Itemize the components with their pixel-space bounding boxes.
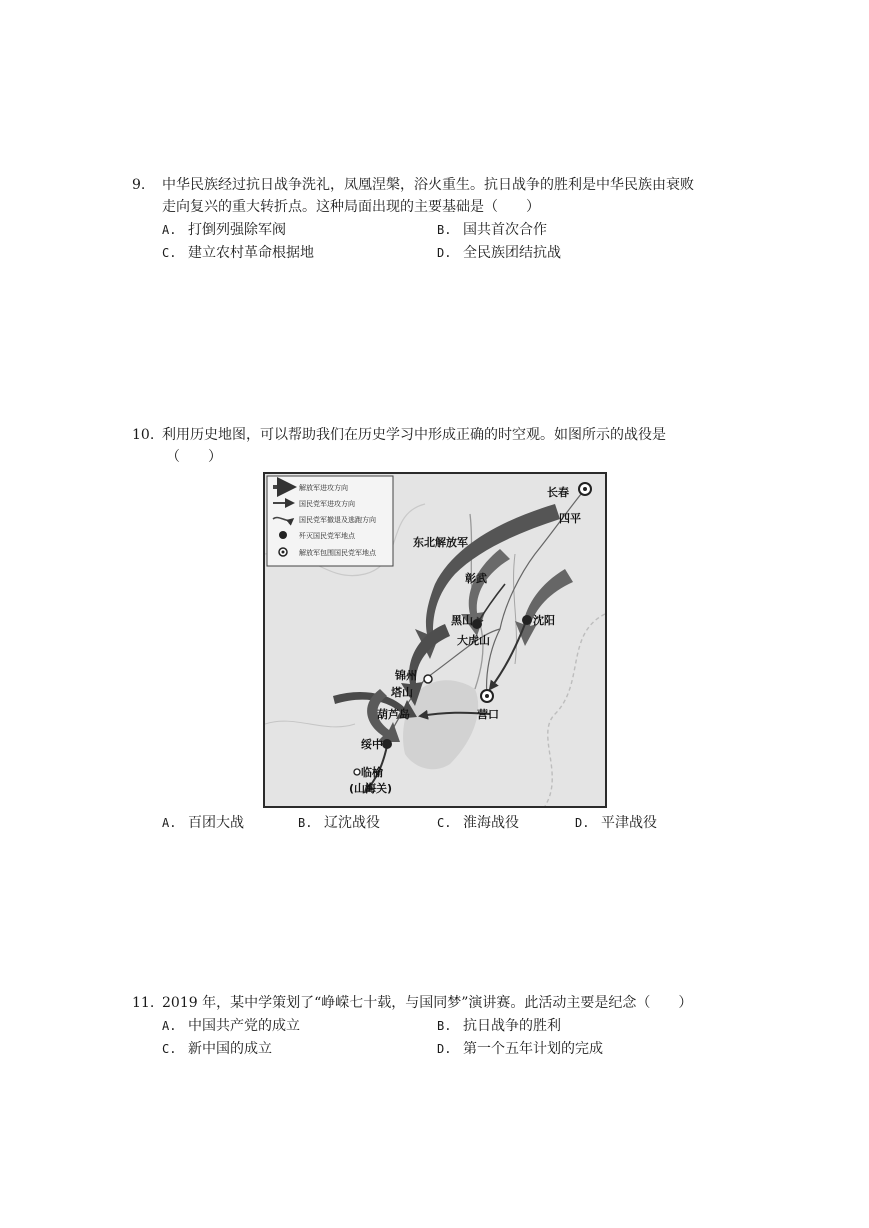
option-d[interactable] [575, 813, 657, 833]
legend-item: 歼灭国民党军地点 [299, 532, 355, 540]
city-marker-linyu [354, 769, 360, 775]
option-text: 平津战役 [601, 815, 657, 831]
map-label-siping: 四平 [559, 512, 581, 525]
map-label-dahushan: 大虎山 [457, 634, 490, 647]
option-letter: C. [437, 816, 452, 830]
question-number: 9. [132, 177, 146, 193]
option-letter: C. [162, 246, 177, 260]
city-marker-heishan [472, 619, 482, 629]
option-text: 新中国的成立 [188, 1041, 272, 1057]
option-letter: A. [162, 223, 177, 237]
option-c[interactable] [437, 813, 519, 833]
city-marker-suizhong [382, 739, 392, 749]
legend-item: 解放军进攻方向 [299, 484, 348, 492]
city-marker-jinzhou [424, 675, 432, 683]
question-stem-line: 中华民族经过抗日战争洗礼，凤凰涅槃，浴火重生。抗日战争的胜利是中华民族由衰败 [162, 177, 694, 193]
map-legend [267, 476, 393, 566]
option-b[interactable] [437, 1016, 561, 1036]
question-stem-line: （ ） [166, 449, 222, 465]
option-letter: B. [437, 223, 452, 237]
option-text: 中国共产党的成立 [188, 1018, 300, 1034]
option-a[interactable] [162, 1016, 300, 1036]
legend-item: 国民党军撤退及逃跑方向 [299, 516, 376, 524]
map-label-linyu: 临榆 [361, 766, 383, 779]
option-letter: D. [437, 1042, 452, 1056]
option-text: 第一个五年计划的完成 [463, 1041, 603, 1057]
option-a[interactable] [162, 220, 286, 240]
map-label-tashan: 塔山 [391, 686, 413, 699]
map-label-changchun: 长春 [547, 486, 569, 499]
map-label-suizhong: 绥中 [361, 738, 383, 751]
map-label-zhangwu: 彰武 [465, 572, 487, 585]
option-text: 百团大战 [188, 815, 244, 831]
option-text: 国共首次合作 [463, 222, 547, 238]
option-letter: A. [162, 816, 177, 830]
option-text: 建立农村革命根据地 [188, 245, 314, 261]
option-text: 抗日战争的胜利 [463, 1018, 561, 1034]
question-stem-line: 利用历史地图，可以帮助我们在历史学习中形成正确的时空观。如图所示的战役是 [162, 427, 666, 443]
city-marker-yingkou [481, 690, 493, 702]
map-label-army: 东北解放军 [413, 536, 468, 549]
option-text: 辽沈战役 [324, 815, 380, 831]
map-label-jinzhou: 锦州 [395, 669, 417, 682]
option-a[interactable] [162, 813, 244, 833]
legend-symbol [279, 531, 287, 539]
option-d[interactable] [437, 243, 561, 263]
option-b[interactable] [298, 813, 380, 833]
option-text: 全民族团结抗战 [463, 245, 561, 261]
option-letter: A. [162, 1019, 177, 1033]
legend-item: 解放军包围国民党军地点 [299, 549, 376, 557]
legend-item: 国民党军进攻方向 [299, 500, 355, 508]
option-text: 打倒列强除军阀 [188, 222, 286, 238]
option-letter: B. [298, 816, 313, 830]
option-letter: C. [162, 1042, 177, 1056]
map-label-yingkou: 营口 [477, 708, 499, 721]
map-label-huludao: 葫芦岛 [377, 708, 410, 721]
option-letter: D. [437, 246, 452, 260]
option-text: 淮海战役 [463, 815, 519, 831]
option-letter: B. [437, 1019, 452, 1033]
question-number: 10. [132, 427, 155, 443]
city-marker-changchun [579, 483, 591, 495]
battle-map-svg [265, 474, 605, 806]
option-c[interactable] [162, 1039, 272, 1059]
map-label-heishan: 黑山 [451, 614, 473, 627]
legend-symbol-dot [282, 551, 285, 554]
map-label-shenyang: 沈阳 [533, 614, 555, 627]
city-marker-shenyang [522, 615, 532, 625]
question-stem-line: 走向复兴的重大转折点。这种局面出现的主要基础是（ ） [162, 199, 540, 215]
question-stem-line: 2019 年，某中学策划了“峥嵘七十载，与国同梦”演讲赛。此活动主要是纪念（ ） [162, 995, 693, 1011]
option-c[interactable] [162, 243, 314, 263]
option-letter: D. [575, 816, 590, 830]
option-d[interactable] [437, 1039, 603, 1059]
map-label-shanhaiguan: (山海关) [349, 782, 393, 795]
question-number: 11. [132, 995, 155, 1011]
option-b[interactable] [437, 220, 547, 240]
battle-map [263, 472, 607, 808]
